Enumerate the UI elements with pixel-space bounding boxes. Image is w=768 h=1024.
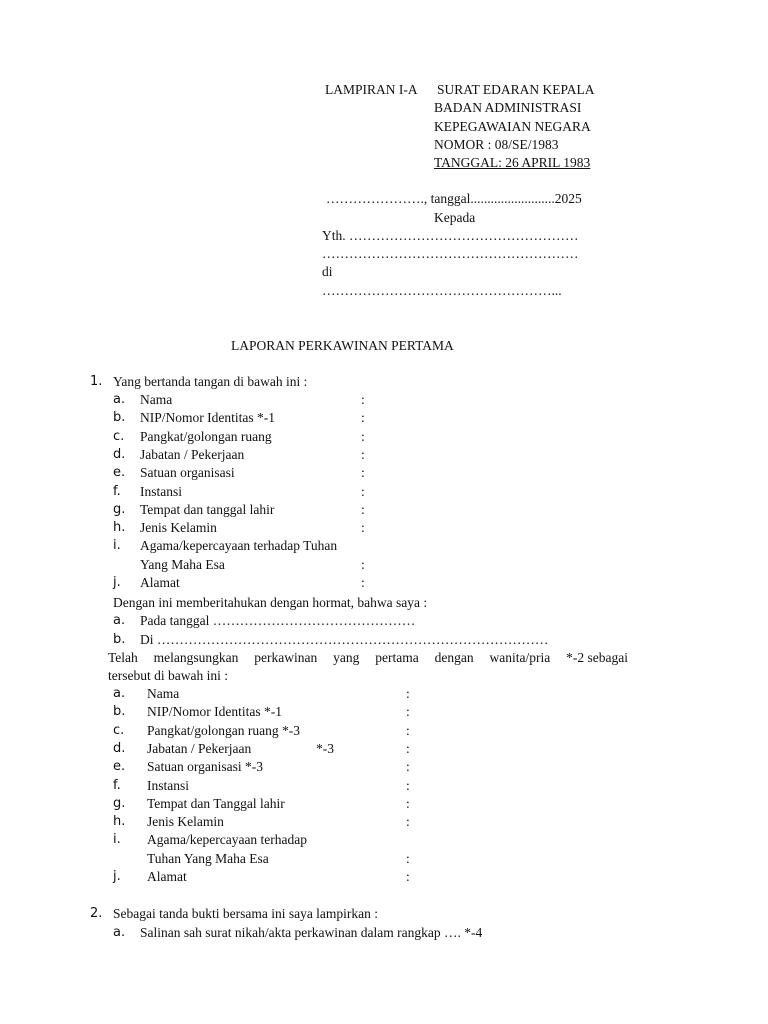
list-item-label: Salinan sah surat nikah/akta perkawinan dalam rangkap …. *-4 — [140, 925, 483, 940]
list-item-colon: : — [406, 740, 410, 756]
list-item-colon: : — [406, 686, 410, 701]
list-item-colon: : — [406, 722, 410, 738]
statement-word: dengan — [434, 650, 474, 665]
list-item-label: Instansi — [147, 777, 189, 793]
list-item-colon: : — [406, 795, 410, 811]
statement-word: perkawinan — [254, 650, 318, 665]
yth-line: Yth. …………………………………………… — [322, 228, 579, 243]
list-item-label: Jenis Kelamin — [147, 814, 224, 830]
list-item-letter: h. — [113, 520, 126, 536]
list-item-letter: a. — [113, 925, 126, 940]
di-label: di — [322, 264, 333, 279]
header-line-4: NOMOR : 08/SE/1983 — [434, 137, 559, 152]
list-item-colon: : — [361, 410, 365, 426]
list-item-label: Di …………………………………………………………………………… — [140, 631, 549, 647]
document-title: LAPORAN PERKAWINAN PERTAMA — [231, 338, 454, 353]
list-item-colon: : — [361, 556, 365, 572]
list-item-label: Pada tanggal ……………………………………… — [140, 613, 416, 628]
list-item-letter: d. — [113, 740, 126, 756]
list-item-letter: j. — [113, 575, 121, 590]
list-item-letter: g. — [113, 795, 126, 811]
list-item-label: NIP/Nomor Identitas *-1 — [147, 704, 282, 720]
married-statement-line-2: tersebut di bawah ini : — [108, 668, 228, 683]
list-item-colon: : — [361, 428, 365, 444]
notify-sentence: Dengan ini memberitahukan dengan hormat, bahwa saya : — [113, 595, 428, 610]
list-item-label: Jenis Kelamin — [140, 520, 217, 536]
list-item-label: Satuan organisasi *-3 — [147, 759, 263, 775]
list-item-letter: a. — [113, 686, 126, 701]
list-item-colon: : — [361, 392, 365, 407]
list-item-label: Yang Maha Esa — [140, 556, 225, 572]
list-item-label: Agama/kepercayaan terhadap Tuhan — [140, 538, 338, 554]
list-item-colon: : — [361, 520, 365, 536]
list-item-label: Instansi — [140, 483, 182, 499]
header-attachment-label: LAMPIRAN I-A — [325, 82, 418, 97]
list-item-letter: a. — [113, 392, 126, 407]
header-line-1-rest: SURAT EDARAN KEPALA — [437, 82, 595, 97]
list-item-letter: g. — [113, 501, 126, 517]
header-line-1 — [325, 81, 418, 99]
list-item-letter: b. — [113, 704, 126, 720]
statement-word: Telah — [108, 650, 138, 665]
statement-word: yang — [333, 650, 360, 665]
list-item-label: Tempat dan Tanggal lahir — [147, 795, 285, 811]
list-item-letter: h. — [113, 814, 126, 830]
statement-word: *-2 sebagai — [566, 650, 628, 665]
list-item-colon: : — [406, 704, 410, 720]
list-item-letter: j. — [113, 869, 121, 884]
statement-word: wanita/pria — [489, 650, 551, 665]
section-2-intro: Sebagai tanda bukti bersama ini saya lampirkan : — [113, 906, 379, 921]
list-item-letter: i. — [113, 832, 121, 848]
list-item-colon: : — [361, 446, 365, 462]
section-2-number: 2. — [90, 906, 103, 921]
statement-word: pertama — [375, 650, 419, 665]
list-item-label: Tuhan Yang Maha Esa — [147, 850, 269, 866]
list-item-letter: c. — [113, 722, 125, 738]
header-line-5: TANGGAL: 26 APRIL 1983 — [434, 155, 591, 170]
list-item-label: Alamat — [140, 575, 180, 590]
list-item-letter: b. — [113, 631, 126, 647]
married-statement-line — [108, 649, 628, 667]
list-item-label: Jabatan / Pekerjaan — [147, 740, 252, 756]
list-item-label: Nama — [147, 686, 180, 701]
list-item-label: Pangkat/golongan ruang *-3 — [147, 722, 300, 738]
list-item-letter: a. — [113, 613, 126, 628]
section-1-intro: Yang bertanda tangan di bawah ini : — [113, 374, 308, 389]
list-item-label: Agama/kepercayaan terhadap — [147, 832, 308, 848]
list-item-letter: e. — [113, 759, 126, 775]
list-item-label: NIP/Nomor Identitas *-1 — [140, 410, 275, 426]
list-item-colon: : — [406, 777, 410, 793]
list-item-label: Satuan organisasi — [140, 465, 235, 481]
place-date-line: …………………., tanggal.........................2025 — [326, 191, 582, 206]
list-item-label: Tempat dan tanggal lahir — [140, 501, 275, 517]
list-item-note: *-3 — [316, 740, 334, 756]
list-item-colon: : — [361, 483, 365, 499]
list-item-letter: d. — [113, 446, 126, 462]
section-1-number: 1. — [90, 374, 103, 389]
list-item-label: Pangkat/golongan ruang — [140, 428, 272, 444]
list-item-letter: e. — [113, 465, 126, 481]
list-item-letter: i. — [113, 538, 121, 554]
list-item-label: Alamat — [147, 869, 187, 884]
statement-word: melangsungkan — [153, 650, 239, 665]
list-item-letter: f. — [113, 483, 121, 499]
list-item-label: Jabatan / Pekerjaan — [140, 446, 245, 462]
header-line-3: KEPEGAWAIAN NEGARA — [434, 119, 591, 134]
list-item-colon: : — [361, 465, 365, 481]
list-item-letter: b. — [113, 410, 126, 426]
list-item-colon: : — [406, 850, 410, 866]
list-item-colon: : — [406, 814, 410, 830]
header-line-2: BADAN ADMINISTRASI — [434, 100, 582, 115]
list-item-colon: : — [406, 869, 410, 884]
list-item-letter: f. — [113, 777, 121, 793]
kepada-label: Kepada — [434, 210, 476, 225]
list-item-colon: : — [406, 759, 410, 775]
list-item-letter: c. — [113, 428, 125, 444]
list-item-colon: : — [361, 575, 365, 590]
address-dots-line-2: ……………………………………………... — [322, 283, 562, 298]
list-item-label: Nama — [140, 392, 173, 407]
address-dots-line: ………………………………………………… — [322, 246, 579, 261]
list-item-colon: : — [361, 501, 365, 517]
